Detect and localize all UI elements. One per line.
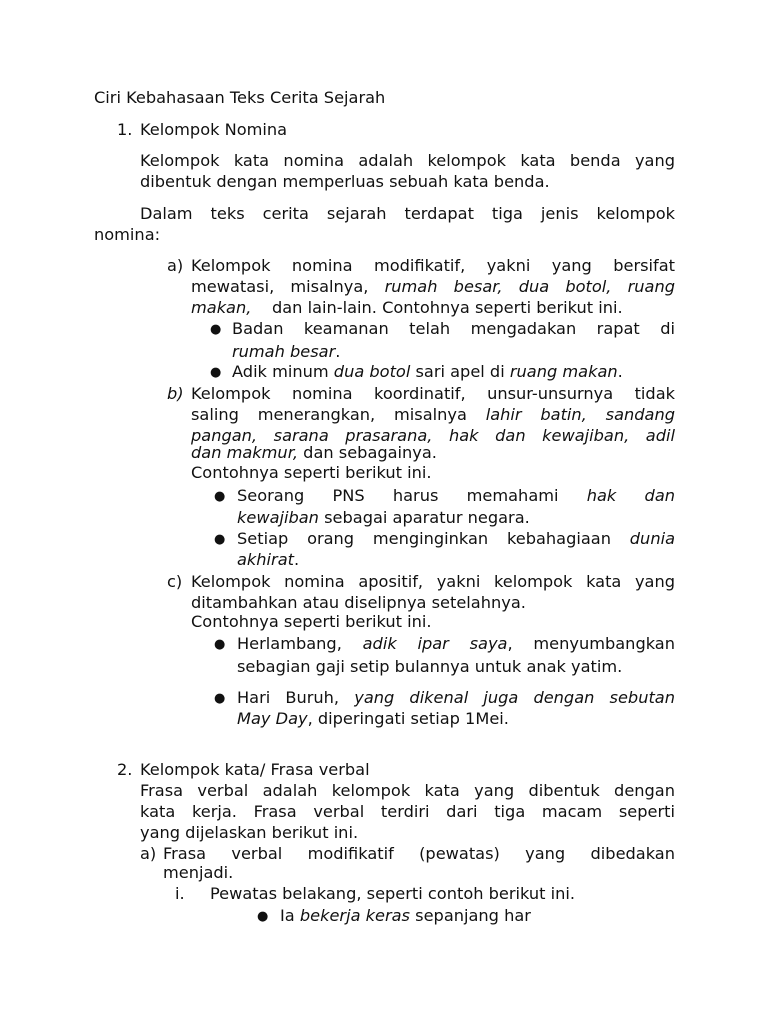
s2-bullet-1: Ia bekerja keras sepanjang har [280,906,531,925]
bullet-icon: ● [210,322,222,337]
s1-b-bullet-1-line-2: kewajiban sebagai aparatur negara. [237,508,530,527]
s2-paragraph-1-line-2: kata kerja. Frasa verbal terdiri dari tiga macam seperti [140,802,675,821]
bullet-icon: ● [210,365,222,380]
s1-b-bullet-2-line-2: akhirat. [237,550,300,569]
s1-item-c-line-3: Contohnya seperti berikut ini. [191,612,432,631]
s2-subitem-i-text: Pewatas belakang, seperti contoh berikut ini. [210,884,576,903]
s2-item-a-line-2: menjadi. [163,863,234,882]
s1-a-bullet-1-line-2: rumah besar. [232,342,341,361]
s2-item-a-label: a) [140,844,157,863]
section-1-heading: Kelompok Nomina [140,120,288,139]
bullet-icon: ● [214,637,226,652]
section-1-number: 1. [117,120,133,139]
s1-paragraph-1-line-1: Kelompok kata nomina adalah kelompok kata benda yang [140,151,675,170]
section-2-number: 2. [117,760,133,779]
s1-a-bullet-1-line-1: Badan keamanan telah mengadakan rapat di [232,319,675,338]
section-2-heading: Kelompok kata/ Frasa verbal [140,760,370,779]
bullet-icon: ● [214,489,226,504]
s1-item-c-label: c) [167,572,183,591]
s1-c-bullet-1-line-2: sebagian gaji setip bulannya untuk anak yatim. [237,657,623,676]
s1-item-b-line-3: pangan, sarana prasarana, hak dan kewajiban, adil [191,426,675,445]
s1-item-a-line-3: makan, dan lain-lain. Contohnya seperti berikut ini. [191,298,623,317]
s1-item-b-line-1: Kelompok nomina koordinatif, unsur-unsurnya tidak [191,384,675,403]
document-title: Ciri Kebahasaan Teks Cerita Sejarah [94,88,386,107]
s2-subitem-i-label: i. [175,884,185,903]
s1-c-bullet-2-line-1: Hari Buruh, yang dikenal juga dengan sebutan [237,688,675,707]
s1-item-c-line-2: ditambahkan atau diselipnya setelahnya. [191,593,526,612]
s1-item-b-line-2: saling menerangkan, misalnya lahir batin, sandang [191,405,675,424]
s1-item-a-line-2: mewatasi, misalnya, rumah besar, dua botol, ruang [191,277,675,296]
s1-item-b-line-5: Contohnya seperti berikut ini. [191,463,432,482]
s1-paragraph-2-line-2: nomina: [94,225,161,244]
s2-paragraph-1-line-3: yang dijelaskan berikut ini. [140,823,359,842]
s1-item-c-line-1: Kelompok nomina apositif, yakni kelompok kata yang [191,572,675,591]
bullet-icon: ● [214,691,226,706]
s1-paragraph-2-line-1: Dalam teks cerita sejarah terdapat tiga jenis kelompok [140,204,675,223]
s2-item-a-line-1: Frasa verbal modifikatif (pewatas) yang dibedakan [163,844,675,863]
s1-b-bullet-2-line-1: Setiap orang menginginkan kebahagiaan dunia [237,529,675,548]
s1-item-a-line-1: Kelompok nomina modifikatif, yakni yang bersifat [191,256,675,275]
s1-paragraph-1-line-2: dibentuk dengan memperluas sebuah kata benda. [140,172,550,191]
s1-c-bullet-2-line-2: May Day, diperingati setiap 1Mei. [237,709,509,728]
s1-item-b-label: b) [167,384,184,403]
s1-b-bullet-1-line-1: Seorang PNS harus memahami hak dan [237,486,675,505]
s2-paragraph-1-line-1: Frasa verbal adalah kelompok kata yang dibentuk dengan [140,781,675,800]
bullet-icon: ● [214,532,226,547]
s1-item-a-label: a) [167,256,184,275]
s1-a-bullet-2: Adik minum dua botol sari apel di ruang makan. [232,362,623,381]
s1-c-bullet-1-line-1: Herlambang, adik ipar saya, menyumbangkan [237,634,675,653]
s1-item-b-line-4: dan makmur, dan sebagainya. [191,443,437,462]
bullet-icon: ● [257,909,269,924]
